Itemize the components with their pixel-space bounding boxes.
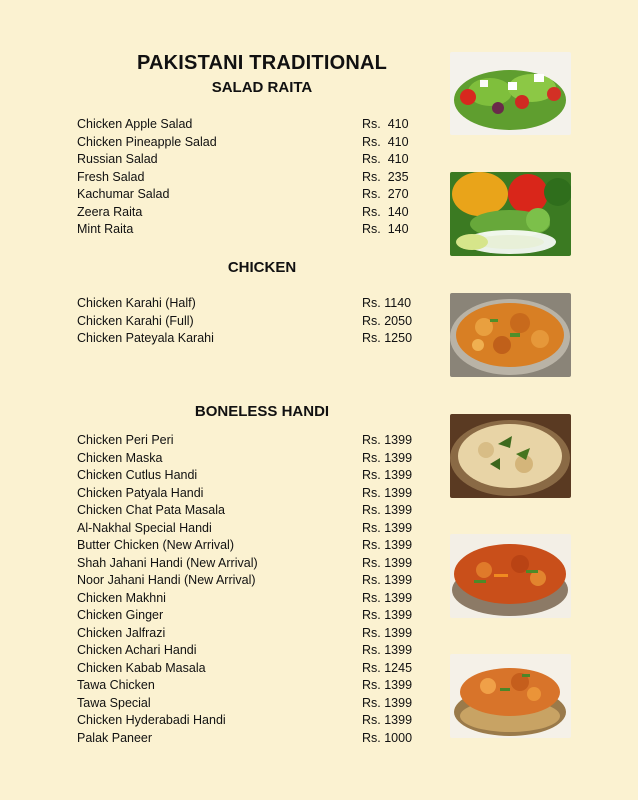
menu-item (77, 432, 422, 450)
item-name: Tawa Special (77, 695, 151, 710)
menu-item (77, 134, 422, 152)
item-name: Chicken Achari Handi (77, 643, 197, 657)
menu-item (77, 677, 422, 695)
menu-item (77, 520, 422, 538)
item-price: Rs. 1399 (362, 573, 413, 587)
item-name: Chicken Chat Pata Masala (77, 503, 225, 517)
item-price: Rs. 410 (362, 152, 409, 166)
item-name: Chicken Patyala Handi (77, 485, 204, 500)
item-name: Chicken Peri Peri (77, 433, 174, 447)
menu-item (77, 221, 422, 239)
item-price: Rs. 2050 (362, 313, 413, 328)
vegetables-photo (450, 172, 571, 256)
item-price: Rs. 1399 (362, 608, 413, 622)
item-price: Rs. 140 (362, 204, 409, 219)
menu-item (77, 730, 422, 748)
item-name: Chicken Maska (77, 450, 163, 465)
chicken-handi-photo (450, 534, 571, 618)
item-name: Fresh Salad (77, 169, 145, 184)
menu-item (77, 169, 422, 187)
item-name: Chicken Ginger (77, 608, 164, 622)
menu-item (77, 607, 422, 625)
menu-title: PAKISTANI TRADITIONAL (136, 52, 388, 74)
menu-item (77, 204, 422, 222)
item-name: Chicken Cutlus Handi (77, 468, 198, 482)
item-name: Palak Paneer (77, 730, 153, 745)
item-price: Rs. 1399 (362, 625, 413, 640)
item-price: Rs. 270 (362, 187, 409, 201)
item-price: Rs. 1140 (362, 296, 412, 310)
item-name: Chicken Makhni (77, 590, 166, 605)
item-price: Rs. 235 (362, 169, 409, 184)
item-name: Noor Jahani Handi (New Arrival) (77, 573, 256, 587)
item-name: Chicken Pineapple Salad (77, 134, 217, 149)
menu-item (77, 660, 422, 678)
item-name: Kachumar Salad (77, 187, 170, 201)
menu-item (77, 590, 422, 608)
menu-item (77, 467, 422, 485)
item-price: Rs. 1399 (362, 678, 413, 692)
item-name: Chicken Karahi (Half) (77, 296, 196, 310)
item-price: Rs. 1399 (362, 538, 413, 552)
menu-item (77, 116, 422, 134)
item-name: Russian Salad (77, 152, 158, 166)
item-name: Zeera Raita (77, 204, 143, 219)
item-price: Rs. 140 (362, 222, 409, 236)
item-name: Al-Nakhal Special Handi (77, 520, 212, 535)
item-price: Rs. 410 (362, 134, 409, 149)
item-name: Chicken Pateyala Karahi (77, 331, 214, 345)
item-price: Rs. 1399 (362, 590, 413, 605)
item-name: Chicken Apple Salad (77, 117, 193, 131)
menu-item (77, 572, 422, 590)
item-price: Rs. 1399 (362, 468, 413, 482)
menu-item (77, 625, 422, 643)
menu-item (77, 642, 422, 660)
item-price: Rs. 1399 (362, 713, 413, 727)
item-price: Rs. 410 (362, 117, 409, 131)
item-price: Rs. 1399 (362, 503, 413, 517)
item-price: Rs. 1245 (362, 660, 413, 675)
menu-item (77, 450, 422, 468)
menu-item (77, 537, 422, 555)
item-name: Shah Jahani Handi (New Arrival) (77, 555, 258, 570)
item-price: Rs. 1399 (362, 450, 413, 465)
item-name: Mint Raita (77, 222, 134, 236)
item-price: Rs. 1399 (362, 555, 413, 570)
menu-item (77, 695, 422, 713)
item-price: Rs. 1399 (362, 643, 413, 657)
item-name: Chicken Jalfrazi (77, 625, 166, 640)
menu-item (77, 712, 422, 730)
item-price: Rs. 1399 (362, 695, 413, 710)
item-price: Rs. 1399 (362, 485, 413, 500)
item-price: Rs. 1399 (362, 520, 413, 535)
menu-item (77, 313, 422, 331)
item-name: Chicken Hyderabadi Handi (77, 713, 226, 727)
boneless-handi-list (77, 432, 422, 747)
chicken-handi-pot-photo (450, 654, 571, 738)
item-name: Tawa Chicken (77, 678, 155, 692)
menu-item (77, 485, 422, 503)
chicken-karahi-photo (450, 293, 571, 377)
item-price: Rs. 1000 (362, 730, 413, 745)
item-price: Rs. 1250 (362, 331, 413, 345)
section-heading-salad-raita: SALAD RAITA (211, 79, 313, 96)
chicken-list (77, 295, 422, 348)
section-heading-boneless-handi: BONELESS HANDI (194, 403, 330, 420)
section-heading-chicken: CHICKEN (227, 259, 297, 276)
salad-bowl-photo (450, 52, 571, 135)
chicken-maska-photo (450, 414, 571, 498)
menu-item (77, 555, 422, 573)
item-name: Butter Chicken (New Arrival) (77, 538, 234, 552)
item-name: Chicken Kabab Masala (77, 660, 206, 675)
menu-item (77, 295, 422, 313)
menu-item (77, 330, 422, 348)
menu-item (77, 186, 422, 204)
item-name: Chicken Karahi (Full) (77, 313, 194, 328)
item-price: Rs. 1399 (362, 433, 413, 447)
menu-item (77, 151, 422, 169)
menu-item (77, 502, 422, 520)
salad-raita-list (77, 116, 422, 239)
